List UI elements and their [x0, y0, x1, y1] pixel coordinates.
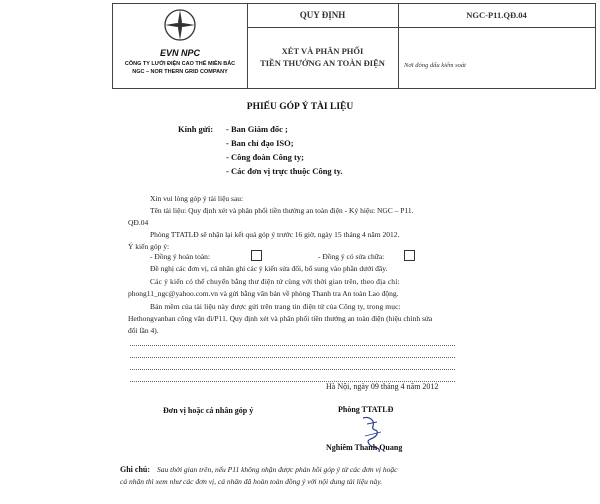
body-line: Xin vui lòng góp ý tài liệu sau: — [150, 194, 244, 203]
body-line: Tên tài liệu: Quy định xét và phân phối tiền thưởng an toàn điện - Ký hiệu: NGC – P11. — [150, 206, 414, 215]
body-line: Đề nghị các đơn vị, cá nhân ghi các ý kiến sửa đổi, bổ sung vào phần dưới đây. — [150, 264, 388, 273]
company-logo-block — [113, 4, 247, 88]
body-line: đổi lần 4). — [128, 326, 159, 335]
agree-with-changes-label: - Đồng ý có sửa chữa: — [318, 252, 385, 261]
note-line2: cá nhân thì xem như các đơn vị, cá nhân đã hoàn toàn đồng ý với nội dung tài liệu này. — [120, 477, 383, 486]
right-signer-title: Phòng TTATLĐ — [338, 405, 394, 414]
date-line: Hà Nội, ngày 09 tháng 4 năm 2012 — [326, 382, 439, 391]
body-line: Phòng TTATLĐ sẽ nhận lại kết quả góp ý trước 16 giờ, ngày 15 tháng 4 năm 2012. — [150, 230, 400, 239]
note-label: Ghi chú: — [120, 465, 151, 474]
left-signer-title: Đơn vị hoặc cá nhân góp ý — [163, 406, 254, 415]
document-title-line2: TIỀN THƯỞNG AN TOÀN ĐIỆN — [260, 58, 385, 68]
agree-fully-checkbox[interactable] — [251, 250, 262, 261]
recipient-2: - Ban chỉ đạo ISO; — [226, 138, 294, 148]
recipient-1: - Ban Giám đốc ; — [226, 124, 288, 134]
body-line: Hethongvanban công văn đi/P11. Quy định xét và phân phối tiền thưởng an toàn điện (hiệu chỉnh sửa — [128, 314, 433, 323]
comment-line[interactable] — [130, 357, 455, 358]
note-line1: Sau thời gian trên, nếu P11 không nhận được phản hồi góp ý từ các đơn vị hoặc — [157, 465, 398, 474]
document-type: QUY ĐỊNH — [299, 10, 346, 20]
recipient-3: - Công đoàn Công ty; — [226, 152, 304, 162]
seal-note: Nơi đóng dấu kiểm soát — [404, 62, 466, 69]
document-code: NGC-P11.QĐ.04 — [466, 10, 527, 20]
feedback-label: Ý kiến góp ý: — [128, 242, 170, 251]
body-line: QĐ.04 — [128, 218, 149, 227]
form-title: PHIẾU GÓP Ý TÀI LIỆU — [246, 102, 354, 112]
recipient-4: - Các đơn vị trực thuộc Công ty. — [226, 166, 343, 176]
body-line: Bản mềm của tài liệu này được gửi trên trang tin điện tử của Công ty, trong mục: — [150, 302, 401, 311]
document-title-line1: XÉT VÀ PHÂN PHỐI — [281, 46, 364, 56]
comment-line[interactable] — [130, 369, 455, 370]
agree-with-changes-checkbox[interactable] — [404, 250, 415, 261]
comment-line[interactable] — [130, 345, 455, 346]
logo-text: EVN NPC — [159, 48, 200, 58]
email-line: phong11_ngc@yahoo.com.vn và gửi bằng văn bản về phòng Thanh tra An toàn Lao động. — [128, 289, 399, 298]
document-header — [112, 3, 596, 89]
company-name-en: NGC – NOR THERN GRID COMPANY — [132, 69, 228, 75]
to-label: Kính gửi: — [178, 124, 214, 134]
company-name-vi: CÔNG TY LƯỚI ĐIỆN CAO THẾ MIỀN BẮC — [124, 61, 236, 67]
agree-fully-label: - Đồng ý hoàn toàn: — [150, 252, 210, 261]
body-line: Các ý kiến có thể chuyển bằng thư điện tử cùng với thời gian trên, theo địa chỉ: — [150, 277, 400, 286]
evn-logo-icon — [163, 8, 197, 46]
signer-name: Nghiêm Thanh Quang — [326, 443, 403, 452]
